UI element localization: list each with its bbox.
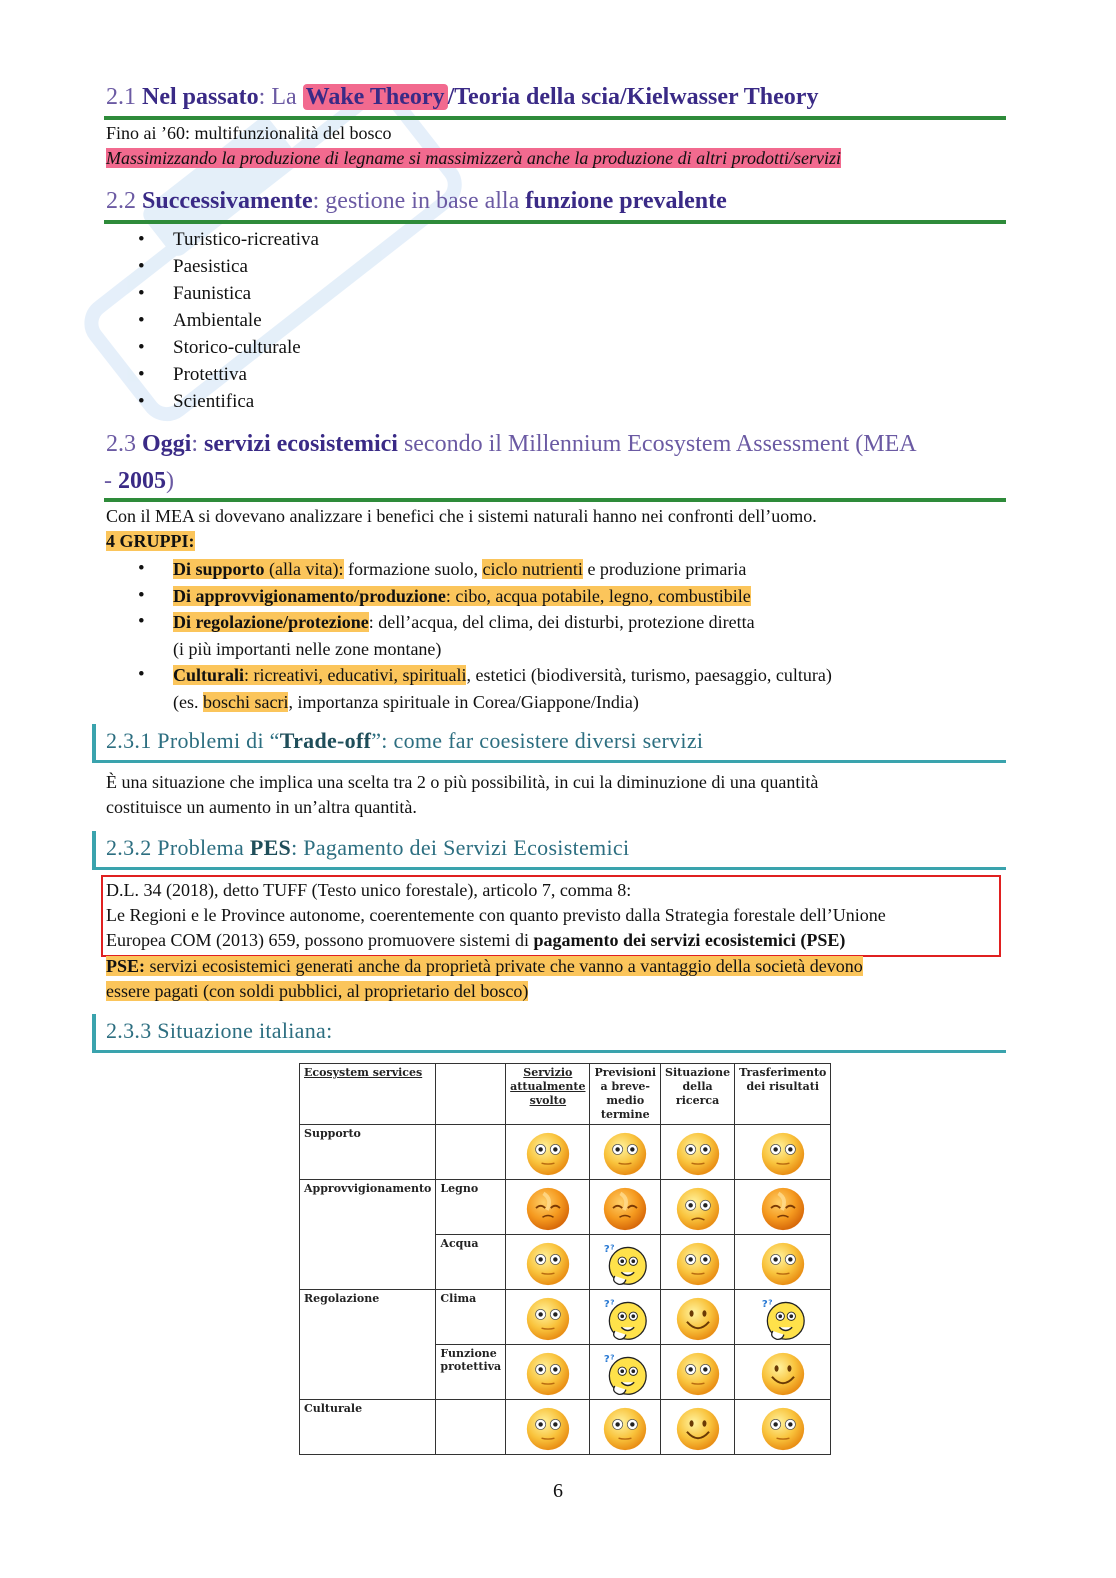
header-cell xyxy=(436,1064,506,1125)
list-item: • Storico-culturale xyxy=(138,334,319,361)
list-item: • Di regolazione/protezione: dell’acqua, del clima, dei disturbi, protezione diretta (i più importanti nelle zone montane) xyxy=(138,609,832,662)
text-line: Europea COM (2013) 659, possono promuovere sistemi di pagamento dei servizi ecosistemici (PSE) xyxy=(106,930,846,950)
sad-face-icon xyxy=(760,1186,806,1232)
list-item: • Faunistica xyxy=(138,280,319,307)
neutral-face-icon xyxy=(525,1131,571,1177)
sad-face-icon xyxy=(602,1186,648,1232)
header-cell: Ecosystem services xyxy=(300,1064,436,1125)
heading-rule xyxy=(104,220,1006,224)
row-sub-label: Funzione protettiva xyxy=(436,1345,506,1400)
list-item: • Di supporto (alla vita): formazione suolo, ciclo nutrienti e produzione primaria xyxy=(138,556,832,583)
table-row xyxy=(300,1180,831,1235)
confused-face-icon xyxy=(602,1351,648,1397)
sad-face-icon xyxy=(525,1186,571,1232)
header-cell: Situazione della ricerca xyxy=(661,1064,735,1125)
heading-2-3-1: 2.3.1 Problemi di “Trade-off”: come far coesistere diversi servizi xyxy=(92,724,1006,760)
list-item: • Culturali: ricreativi, educativi, spirituali, estetici (biodiversità, turismo, paesaggio, cultura) (es. boschi sacri, importanza spirituale in Corea/Giappone/India) xyxy=(138,662,832,715)
text-line: È una situazione che implica una scelta tra 2 o più possibilità, in cui la diminuzione di una quantità xyxy=(106,772,819,792)
worried-face-icon xyxy=(675,1186,721,1232)
text-line: costituisce un aumento in un’altra quantità. xyxy=(106,797,417,817)
row-group-label: Culturale xyxy=(300,1400,436,1455)
happy-face-icon xyxy=(675,1406,721,1452)
row-group-label: Regolazione xyxy=(300,1290,436,1400)
heading-rule xyxy=(104,498,1006,502)
groups-list xyxy=(138,556,832,715)
text-line: Le Regioni e le Province autonome, coerentemente con quanto previsto dalla Strategia forestale dell’Unione xyxy=(106,905,886,925)
heading-rule xyxy=(104,116,1006,120)
highlighted-text: essere pagati (con soldi pubblici, al proprietario del bosco) xyxy=(106,981,529,1001)
function-list xyxy=(138,226,319,415)
table-row xyxy=(300,1125,831,1180)
text-line: D.L. 34 (2018), detto TUFF (Testo unico forestale), articolo 7, comma 8: xyxy=(106,880,632,900)
list-item: • Ambientale xyxy=(138,307,319,334)
header-cell: Previsioni a breve-medio termine xyxy=(590,1064,661,1125)
list-item: • Turistico-ricreativa xyxy=(138,226,319,253)
neutral-face-icon xyxy=(525,1296,571,1342)
neutral-face-icon xyxy=(760,1131,806,1177)
neutral-face-icon xyxy=(760,1406,806,1452)
neutral-face-icon xyxy=(602,1406,648,1452)
neutral-face-icon xyxy=(675,1241,721,1287)
table-header-row xyxy=(300,1064,831,1125)
heading-2-1: 2.1 Nel passato: La Wake Theory /Teoria della scia/Kielwasser Theory xyxy=(106,84,819,110)
heading-2-2: 2.2 Successivamente: gestione in base alla funzione prevalente xyxy=(106,188,727,214)
text-line: Con il MEA si dovevano analizzare i benefici che i sistemi naturali hanno nei confronti dell’uomo. xyxy=(106,506,817,526)
list-item: • Paesistica xyxy=(138,253,319,280)
text-line: Fino ai ’60: multifunzionalità del bosco xyxy=(106,123,392,143)
header-cell: Trasferimento dei risultati xyxy=(735,1064,831,1125)
row-sub-label: Legno xyxy=(436,1180,506,1235)
heading-rule xyxy=(92,760,1006,763)
happy-face-icon xyxy=(675,1296,721,1342)
neutral-face-icon xyxy=(525,1241,571,1287)
list-item: • Di approvvigionamento/produzione: cibo, acqua potabile, legno, combustibile xyxy=(138,583,832,610)
heading-2-3: 2.3 Oggi: servizi ecosistemici secondo il Millennium Ecosystem Assessment (MEA - 2005) xyxy=(104,431,917,494)
neutral-face-icon xyxy=(675,1131,721,1177)
list-item: • Protettiva xyxy=(138,361,319,388)
row-group-label: Approvvigionamento xyxy=(300,1180,436,1290)
table-row xyxy=(300,1290,831,1345)
table-row xyxy=(300,1400,831,1455)
neutral-face-icon xyxy=(602,1131,648,1177)
neutral-face-icon xyxy=(675,1351,721,1397)
heading-rule xyxy=(92,867,1006,870)
header-cell: Servizio attualmente svolto xyxy=(506,1064,590,1125)
neutral-face-icon xyxy=(525,1406,571,1452)
groups-label: 4 GRUPPI: xyxy=(106,531,195,551)
row-group-label: Supporto xyxy=(300,1125,436,1180)
page-number: 6 xyxy=(553,1480,563,1502)
neutral-face-icon xyxy=(760,1241,806,1287)
heading-rule xyxy=(92,1050,1006,1053)
highlighted-text: PSE: servizi ecosistemici generati anche da proprietà private che vanno a vantaggio della società devono xyxy=(106,956,863,976)
heading-2-3-2: 2.3.2 Problema PES: Pagamento dei Servizi Ecosistemici xyxy=(92,831,1006,867)
heading-2-3-3: 2.3.3 Situazione italiana: xyxy=(92,1014,1006,1050)
happy-face-icon xyxy=(760,1351,806,1397)
neutral-face-icon xyxy=(525,1351,571,1397)
confused-face-icon xyxy=(760,1296,806,1342)
ecosystem-services-table xyxy=(299,1063,831,1455)
list-item: • Scientifica xyxy=(138,388,319,415)
row-sub-label: Acqua xyxy=(436,1235,506,1290)
confused-face-icon xyxy=(602,1296,648,1342)
row-sub-label: Clima xyxy=(436,1290,506,1345)
highlighted-text: Massimizzando la produzione di legname si massimizzerà anche la produzione di altri prodotti/servizi xyxy=(106,148,842,168)
confused-face-icon xyxy=(602,1241,648,1287)
